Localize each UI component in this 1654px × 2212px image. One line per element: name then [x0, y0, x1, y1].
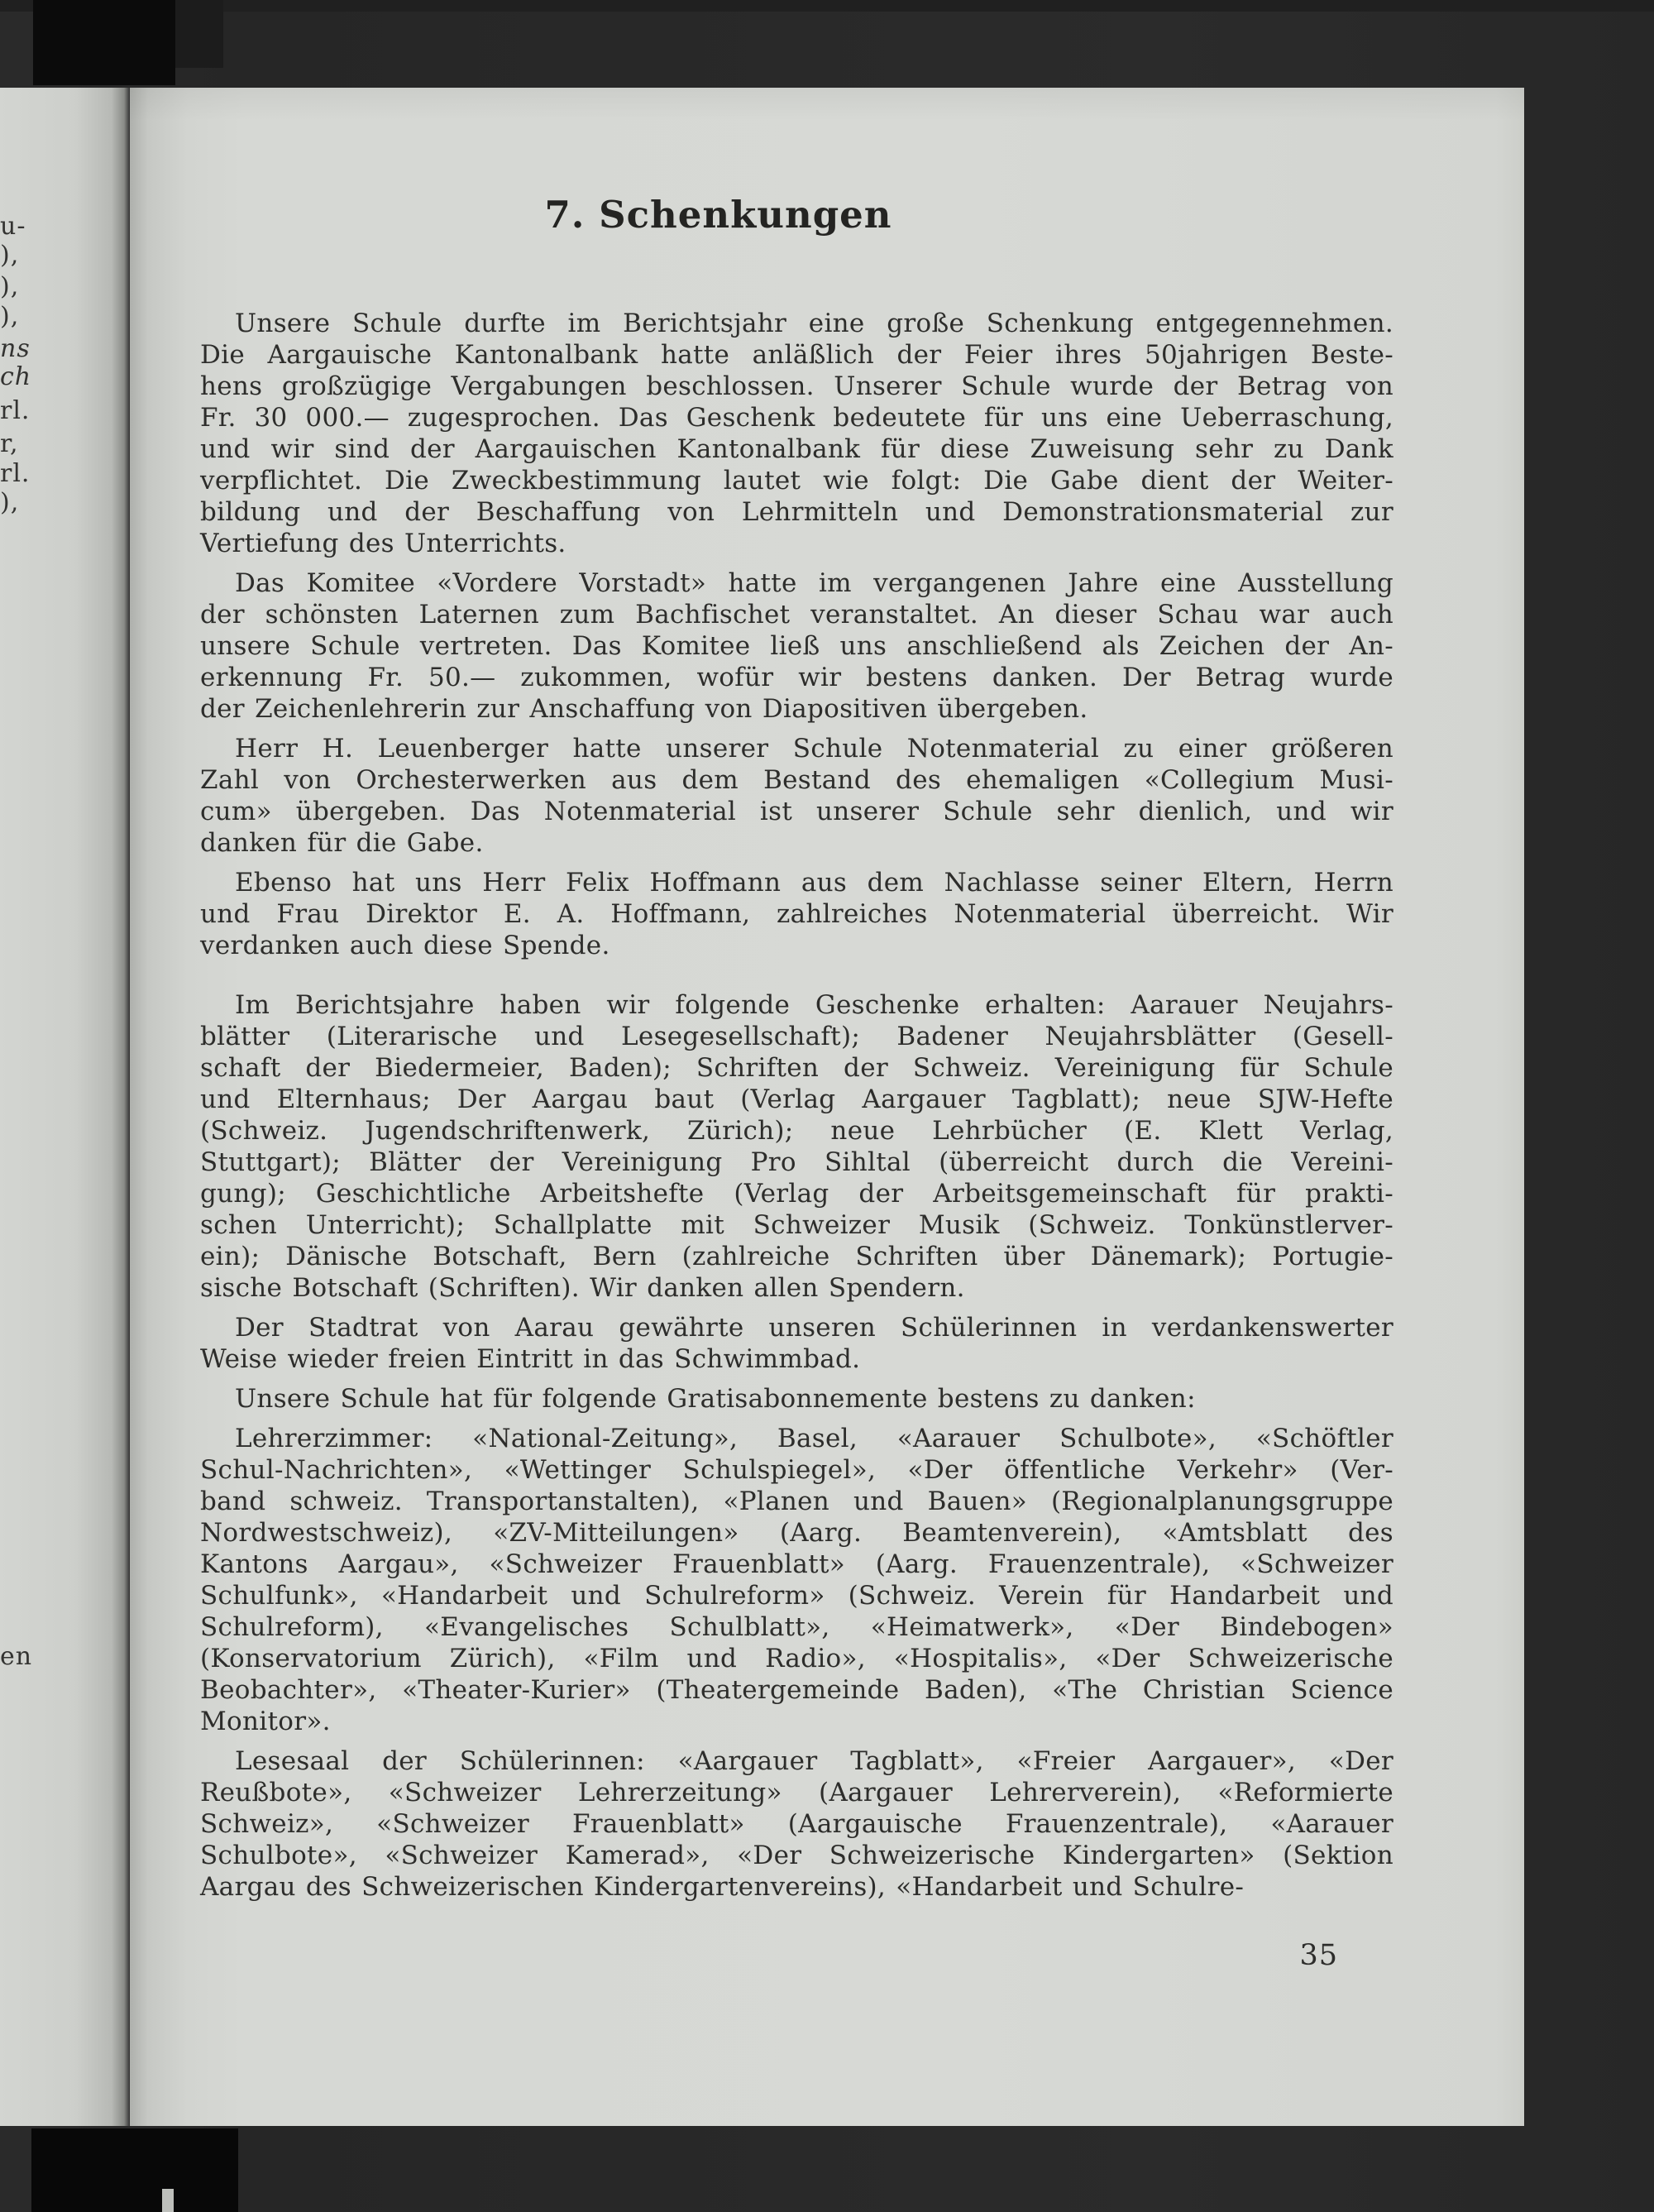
text-line: verdanken auch diese Spende. [200, 931, 610, 960]
text-line: Schul-Nachrichten», «Wettinger Schulspiegel», «Der öffentliche Verkehr» (Ver- [200, 1455, 1393, 1485]
left-page-fragment: ns [0, 334, 31, 363]
text-line: der schönsten Laternen zum Bachfischet veranstaltet. An dieser Schau war auch [200, 600, 1393, 630]
text-line: Schweiz», «Schweizer Frauenblatt» (Aargauische Frauenzentrale), «Aarauer [200, 1809, 1393, 1839]
paragraph [200, 1423, 1393, 1737]
left-page-fragment: rl. [0, 459, 31, 488]
text-line: Die Aargauische Kantonalbank hatte anläßlich der Feier ihres 50jahrigen Beste- [200, 340, 1393, 370]
text-line: Unsere Schule hat für folgende Gratisabonnemente bestens zu danken: [235, 1384, 1196, 1414]
left-page-fragment: en [0, 1642, 33, 1671]
text-line: hens großzügige Vergabungen beschlossen. Unserer Schule wurde der Betrag von [200, 371, 1393, 401]
text-line: und Elternhaus; Der Aargau baut (Verlag Aargauer Tagblatt); neue SJW-Hefte [200, 1084, 1393, 1114]
text-line: Fr. 30 000.— zugesprochen. Das Geschenk bedeutete für uns eine Ueberraschung, [200, 403, 1393, 433]
text-line: (Schweiz. Jugendschriftenwerk, Zürich); neue Lehrbücher (E. Klett Verlag, [200, 1116, 1393, 1146]
scan-clamp-bottom [31, 2128, 238, 2212]
text-line: Beobachter», «Theater-Kurier» (Theatergemeinde Baden), «The Christian Science [200, 1675, 1393, 1705]
text-line: schen Unterricht); Schallplatte mit Schweizer Musik (Schweiz. Tonkünstlerver- [200, 1210, 1393, 1240]
text-line: Aargau des Schweizerischen Kindergartenvereins), «Handarbeit und Schulre- [200, 1872, 1245, 1902]
scan-spine-shadow-top [175, 0, 223, 68]
left-page-fragment: ), [0, 488, 20, 517]
text-line: cum» übergeben. Das Notenmaterial ist unserer Schule sehr dienlich, und wir [200, 797, 1393, 826]
paragraph [200, 867, 1393, 961]
left-page-fragment: ), [0, 302, 20, 331]
text-line: Nordwestschweiz), «ZV-Mitteilungen» (Aarg. Beamtenverein), «Amtsblatt des [200, 1518, 1393, 1548]
text-line: Im Berichtsjahre haben wir folgende Geschenke erhalten: Aarauer Neujahrs- [235, 990, 1393, 1020]
text-line: Schulreform), «Evangelisches Schulblatt», «Heimatwerk», «Der Bindebogen» [200, 1612, 1393, 1642]
text-line: sische Botschaft (Schriften). Wir danken allen Spendern. [200, 1273, 965, 1303]
paragraph [200, 1312, 1393, 1375]
book-page [130, 88, 1524, 2126]
text-line: Stuttgart); Blätter der Vereinigung Pro Sihltal (überreicht durch die Vereini- [200, 1147, 1393, 1177]
text-line: Lesesaal der Schülerinnen: «Aargauer Tagblatt», «Freier Aargauer», «Der [235, 1746, 1393, 1776]
text-line: Monitor». [200, 1707, 331, 1736]
left-page-fragment: ), [0, 272, 20, 301]
text-line: Vertiefung des Unterrichts. [200, 529, 566, 558]
text-line: band schweiz. Transportanstalten), «Planen und Bauen» (Regionalplanungsgruppe [200, 1487, 1393, 1516]
text-line: unsere Schule vertreten. Das Komitee ließ uns anschließend als Zeichen der An- [200, 631, 1393, 661]
text-line: Zahl von Orchesterwerken aus dem Bestand des ehemaligen «Collegium Musi- [200, 765, 1393, 795]
left-page-fragment: ch [0, 362, 32, 391]
text-line: Lehrerzimmer: «National-Zeitung», Basel, «Aarauer Schulbote», «Schöftler [235, 1424, 1393, 1453]
scan-clamp-top [33, 0, 175, 85]
text-line: blätter (Literarische und Lesegesellschaft); Badener Neujahrsblätter (Gesell- [200, 1022, 1393, 1051]
paragraph [200, 567, 1393, 725]
left-page-fragment: r, [0, 429, 19, 458]
text-line: Reußbote», «Schweizer Lehrerzeitung» (Aargauer Lehrerverein), «Reformierte [200, 1778, 1393, 1807]
paragraph [200, 989, 1393, 1304]
text-line: Schulfunk», «Handarbeit und Schulreform» (Schweiz. Verein für Handarbeit und [200, 1581, 1393, 1611]
text-line: Schulbote», «Schweizer Kamerad», «Der Schweizerische Kindergarten» (Sektion [200, 1841, 1393, 1870]
previous-page-edge [0, 88, 130, 2126]
paragraph [200, 1383, 1393, 1415]
paragraph [200, 308, 1393, 559]
left-page-fragment: rl. [0, 396, 31, 425]
text-line: verpflichtet. Die Zweckbestimmung lautet wie folgt: Die Gabe dient der Weiter- [200, 466, 1393, 496]
paragraph [200, 1745, 1393, 1903]
text-line: bildung und der Beschaffung von Lehrmitteln und Demonstrationsmaterial zur [200, 497, 1393, 527]
text-line: ein); Dänische Botschaft, Bern (zahlreiche Schriften über Dänemark); Portugie- [200, 1242, 1393, 1271]
text-line: gung); Geschichtliche Arbeitshefte (Verlag der Arbeitsgemeinschaft für prakti- [200, 1179, 1393, 1209]
text-line: Herr H. Leuenberger hatte unserer Schule Notenmaterial zu einer größeren [235, 734, 1393, 764]
text-line: Der Stadtrat von Aarau gewährte unseren Schülerinnen in verdankenswerter [235, 1313, 1393, 1343]
text-line: Ebenso hat uns Herr Felix Hoffmann aus dem Nachlasse seiner Eltern, Herrn [235, 868, 1393, 898]
left-page-fragment: u- [0, 212, 26, 241]
text-line: Kantons Aargau», «Schweizer Frauenblatt» (Aarg. Frauenzentrale), «Schweizer [200, 1549, 1393, 1579]
text-line: Das Komitee «Vordere Vorstadt» hatte im vergangenen Jahre eine Ausstellung [235, 568, 1393, 598]
text-line: danken für die Gabe. [200, 828, 484, 858]
page-number: 35 [1299, 1939, 1338, 1972]
text-line: Unsere Schule durfte im Berichtsjahr eine große Schenkung entgegennehmen. [235, 309, 1393, 338]
left-page-fragment: ), [0, 241, 20, 270]
text-line: Weise wieder freien Eintritt in das Schwimmbad. [200, 1344, 861, 1374]
scan-background-band [0, 0, 1654, 12]
text-line: und Frau Direktor E. A. Hoffmann, zahlreiches Notenmaterial überreicht. Wir [200, 899, 1393, 929]
scan-paper-sliver [162, 2189, 174, 2212]
text-line: erkennung Fr. 50.— zukommen, wofür wir bestens danken. Der Betrag wurde [200, 663, 1393, 692]
section-title: 7. Schenkungen [544, 193, 892, 237]
text-line: schaft der Biedermeier, Baden); Schriften der Schweiz. Vereinigung für Schule [200, 1053, 1393, 1083]
text-line: und wir sind der Aargauischen Kantonalbank für diese Zuweisung sehr zu Dank [200, 434, 1393, 464]
text-line: der Zeichenlehrerin zur Anschaffung von Diapositiven übergeben. [200, 694, 1088, 724]
text-line: (Konservatorium Zürich), «Film und Radio», «Hospitalis», «Der Schweizerische [200, 1644, 1393, 1673]
body-text-column [200, 308, 1393, 1911]
paragraph [200, 733, 1393, 859]
